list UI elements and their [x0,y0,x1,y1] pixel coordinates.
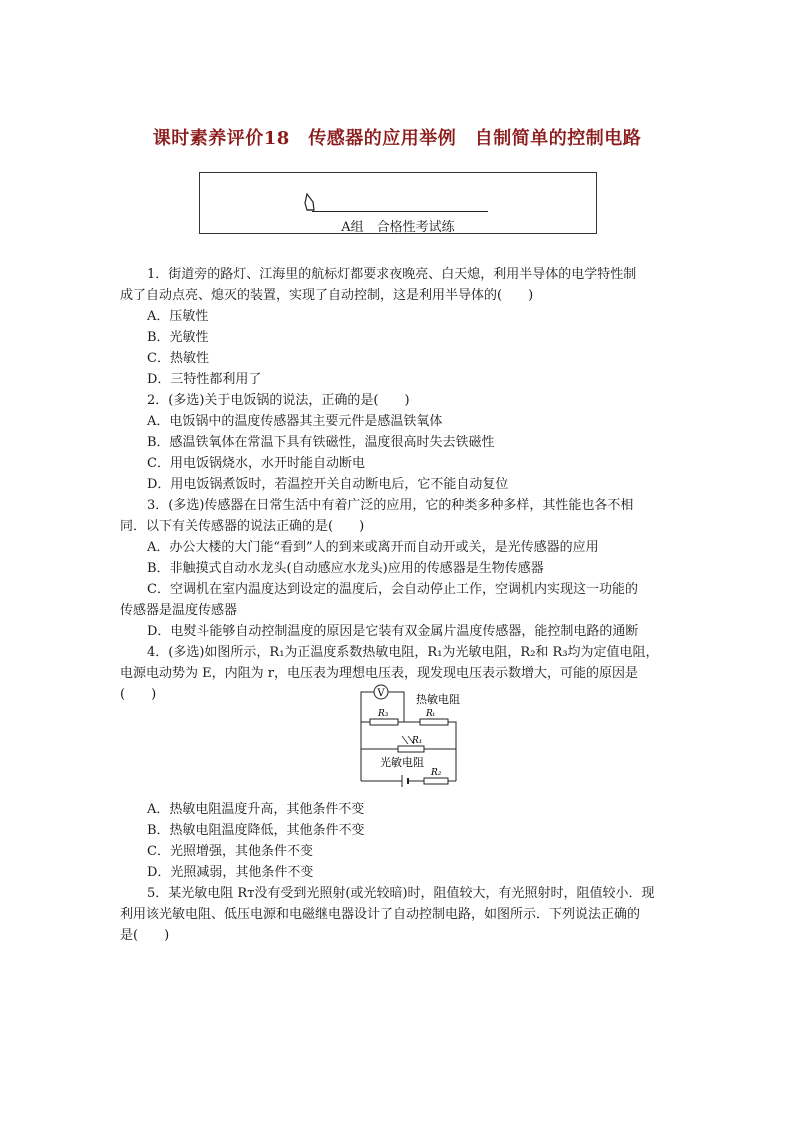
r2-label: R₂ [431,768,442,778]
q1-option-c: C．热敏性 [147,351,209,366]
q1-line1: 1．街道旁的路灯、江海里的航标灯都要求夜晚亮、白天熄，利用半导体的电学特性制 [147,267,637,282]
q4-option-b: B．热敏电阻温度降低，其他条件不变 [147,823,365,838]
rt-resistor [420,719,448,725]
group-label: A组 合格性考试练 [341,220,455,235]
q3-option-c-line2: 传感器是温度传感器 [120,603,238,618]
page-title: 课时素养评价18 传感器的应用举例 自制简单的控制电路 [152,128,642,149]
q4-line3: ( ) [120,687,157,702]
q1-line2: 成了自动点亮、熄灭的装置，实现了自动控制，这是利用半导体的( ) [120,288,534,303]
q5-line1: 5．某光敏电阻 Rᴛ没有受到光照射(或光较暗)时，阻值较大，有光照射时，阻值较小．现 [147,886,655,901]
q1-option-d: D．三特性都利用了 [147,372,262,387]
q5-line3: 是( ) [120,928,170,943]
q4-line2: 电源电动势为 E，内阻为 r，电压表为理想电压表，现发现电压表示数增大，可能的原因是 [120,666,638,681]
r3-resistor [370,719,398,725]
q4-option-d: D．光照减弱，其他条件不变 [147,865,314,880]
q2-option-d: D．用电饭锅煮饭时，若温控开关自动断电后，它不能自动复位 [147,477,509,492]
r2-resistor [424,778,448,784]
q3-option-b: B．非触摸式自动水龙头(自动感应水龙头)应用的传感器是生物传感器 [147,561,544,576]
battery-symbol [402,775,408,787]
q3-option-a: A．办公大楼的大门能“看到”人的到来或离开而自动开或关，是光传感器的应用 [147,540,599,555]
q5-line2: 利用该光敏电阻、低压电源和电磁继电器设计了自动控制电路，如图所示．下列说法正确的 [120,907,641,922]
r1-resistor [398,746,424,752]
r1-label: R₁ [412,736,423,746]
q4-option-a: A．热敏电阻温度升高，其他条件不变 [147,802,365,817]
q1-option-a: A．压敏性 [147,309,209,324]
header-rule [312,211,488,212]
pen-icon [304,192,318,212]
q1-option-b: B．光敏性 [147,330,209,345]
rt-label: Rₜ [426,709,435,719]
q4-option-c: C．光照增强，其他条件不变 [147,844,313,859]
q2-line1: 2．(多选)关于电饭锅的说法，正确的是( ) [147,393,410,408]
photoresistor-label: 光敏电阻 [380,756,424,769]
q2-option-b: B．感温铁氧体在常温下具有铁磁性，温度很高时失去铁磁性 [147,435,495,450]
q3-line1: 3．(多选)传感器在日常生活中有着广泛的应用，它的种类多种多样，其性能也各不相 [147,498,634,513]
thermistor-label: 热敏电阻 [416,693,460,706]
q2-option-c: C．用电饭锅烧水，水开时能自动断电 [147,456,365,471]
circuit-diagram [352,682,472,792]
group-header-box [199,172,597,234]
q2-option-a: A．电饭锅中的温度传感器其主要元件是感温铁氧体 [147,414,443,429]
q4-line1: 4．(多选)如图所示，R₁为正温度系数热敏电阻，R₁为光敏电阻，R₂和 R₃均为定值电阻， [147,645,659,660]
r3-label: R₃ [378,709,389,719]
voltmeter-label: V [377,688,385,699]
q3-line2: 同．以下有关传感器的说法正确的是( ) [120,519,365,534]
q3-option-d: D．电熨斗能够自动控制温度的原因是它装有双金属片温度传感器，能控制电路的通断 [147,624,639,639]
q3-option-c-line1: C．空调机在室内温度达到设定的温度后，会自动停止工作，空调机内实现这一功能的 [147,582,638,597]
